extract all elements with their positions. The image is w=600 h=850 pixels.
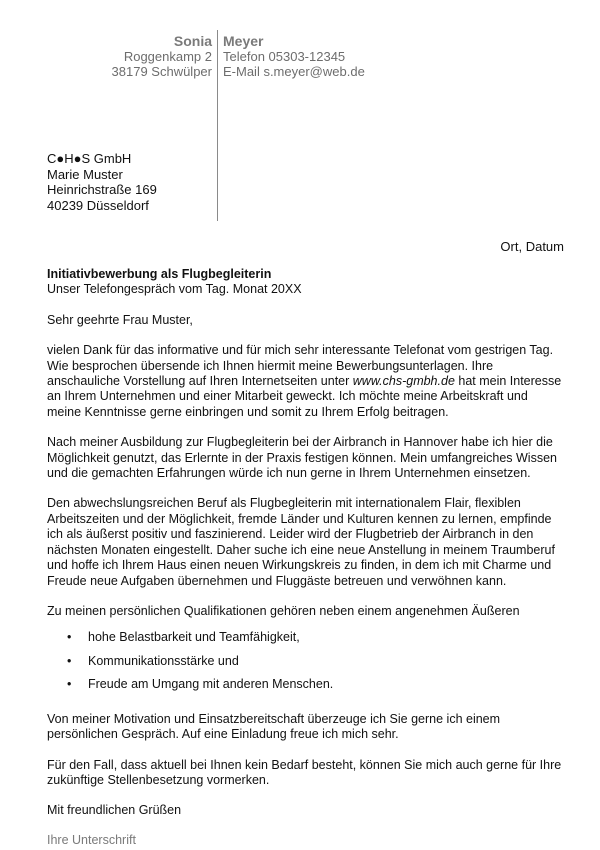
sender-last-name: Meyer: [223, 33, 264, 49]
letter-body: [47, 267, 563, 848]
closing: Mit freundlichen Grüßen: [47, 803, 182, 818]
letter-date: Ort, Datum: [500, 239, 564, 254]
paragraph-intro-text-2: hat mein Interesse an Ihrem Unternehmen und einer Mitarbeit geweckt. Ich möchte meine Arbeitskraft und meine Kenntnisse gerne einbringen und somit zu Ihrem Erfolg beitragen.: [47, 374, 562, 419]
company-website-link: www.chs-gmbh.de: [352, 374, 455, 389]
paragraph-motivation: Den abwechslungsreichen Beruf als Flugbegleiterin mit internationalem Flair, flexiblen Arbeitszeiten und der Möglichkeit, fremde Länder und Kulturen kennen zu lernen, empfinde ich als äußerst positiv und faszinierend. Leider wird der Flugbetrieb der Airbranch in den nächsten Monaten eingestellt. Daher suche ich eine neue Anstellung in meinem Traumberuf und hoffe ich Ihrem Haus einen neuen Wirkungskreis zu finden, in dem ich mit Charme und Freude neue Aufgaben übernehmen und Fluggäste betreuen und verwöhnen kann.: [47, 496, 555, 588]
recipient-contact: Marie Muster: [47, 166, 123, 182]
qualification-text: Freude am Umgang mit anderen Menschen.: [88, 677, 334, 692]
paragraph-education: Nach meiner Ausbildung zur Flugbegleiterin bei der Airbranch in Hannover habe ich hier die Möglichkeit genutzt, das Erlernte in der Praxis festigen können. Mein umfangreiches Wissen und die gemachten Erfahrungen würde ich nun gerne in Ihrem Unternehmen einsetzen.: [47, 435, 557, 481]
recipient-street: Heinrichstraße 169: [47, 182, 157, 197]
sender-block-right: [223, 34, 365, 79]
subject-line: Initiativbewerbung als Flugbegleiterin: [47, 267, 272, 281]
sender-block-left: [112, 34, 212, 79]
qualifications-list: [47, 626, 563, 697]
list-item: [47, 626, 563, 650]
sender-email: E-Mail s.meyer@web.de: [223, 64, 365, 79]
paragraph-intro: [47, 343, 563, 420]
sender-street: Roggenkamp 2: [123, 49, 212, 64]
list-item: [47, 673, 563, 697]
recipient-address: [47, 151, 157, 213]
recipient-city: 40239 Düsseldorf: [47, 197, 149, 213]
qualification-text: hohe Belastbarkeit und Teamfähigkeit,: [88, 630, 300, 645]
bullet-icon: •: [67, 653, 72, 668]
header-divider: [217, 30, 218, 221]
paragraph-future: Für den Fall, dass aktuell bei Ihnen kein Bedarf besteht, können Sie mich auch gerne für Ihre zukünftige Stellenbesetzung vormerken.: [47, 757, 562, 788]
bullet-icon: •: [67, 677, 72, 692]
sender-city: 38179 Schwülper: [111, 64, 212, 79]
qualifications-intro: Zu meinen persönlichen Qualifikationen gehören neben einem angenehmen Äußeren: [47, 603, 520, 618]
subject-reference: Unser Telefongespräch vom Tag. Monat 20XX: [47, 282, 302, 297]
sender-phone: Telefon 05303-12345: [223, 49, 346, 64]
signature: Ihre Unterschrift: [47, 832, 136, 847]
sender-first-name: Sonia: [173, 33, 212, 49]
paragraph-intro-text-1: vielen Dank für das informative und für mich sehr interessante Telefonat vom gestrigen Tag. Wie besprochen übersende ich Ihnen hiermit meine Bewerbungsunterlagen. Ihre anschauliche Vorstellung auf Ihren Internetseiten unter: [47, 343, 554, 389]
paragraph-interview: Von meiner Motivation und Einsatzbereitschaft überzeuge ich Sie gerne ich einem persönlichen Gespräch. Auf eine Einladung freue ich mich sehr.: [47, 711, 501, 742]
qualification-text: Kommunikationsstärke und: [88, 653, 239, 668]
salutation: Sehr geehrte Frau Muster,: [47, 312, 193, 327]
recipient-company: C●H●S GmbH: [47, 151, 132, 166]
bullet-icon: •: [67, 630, 72, 645]
list-item: [47, 650, 563, 674]
